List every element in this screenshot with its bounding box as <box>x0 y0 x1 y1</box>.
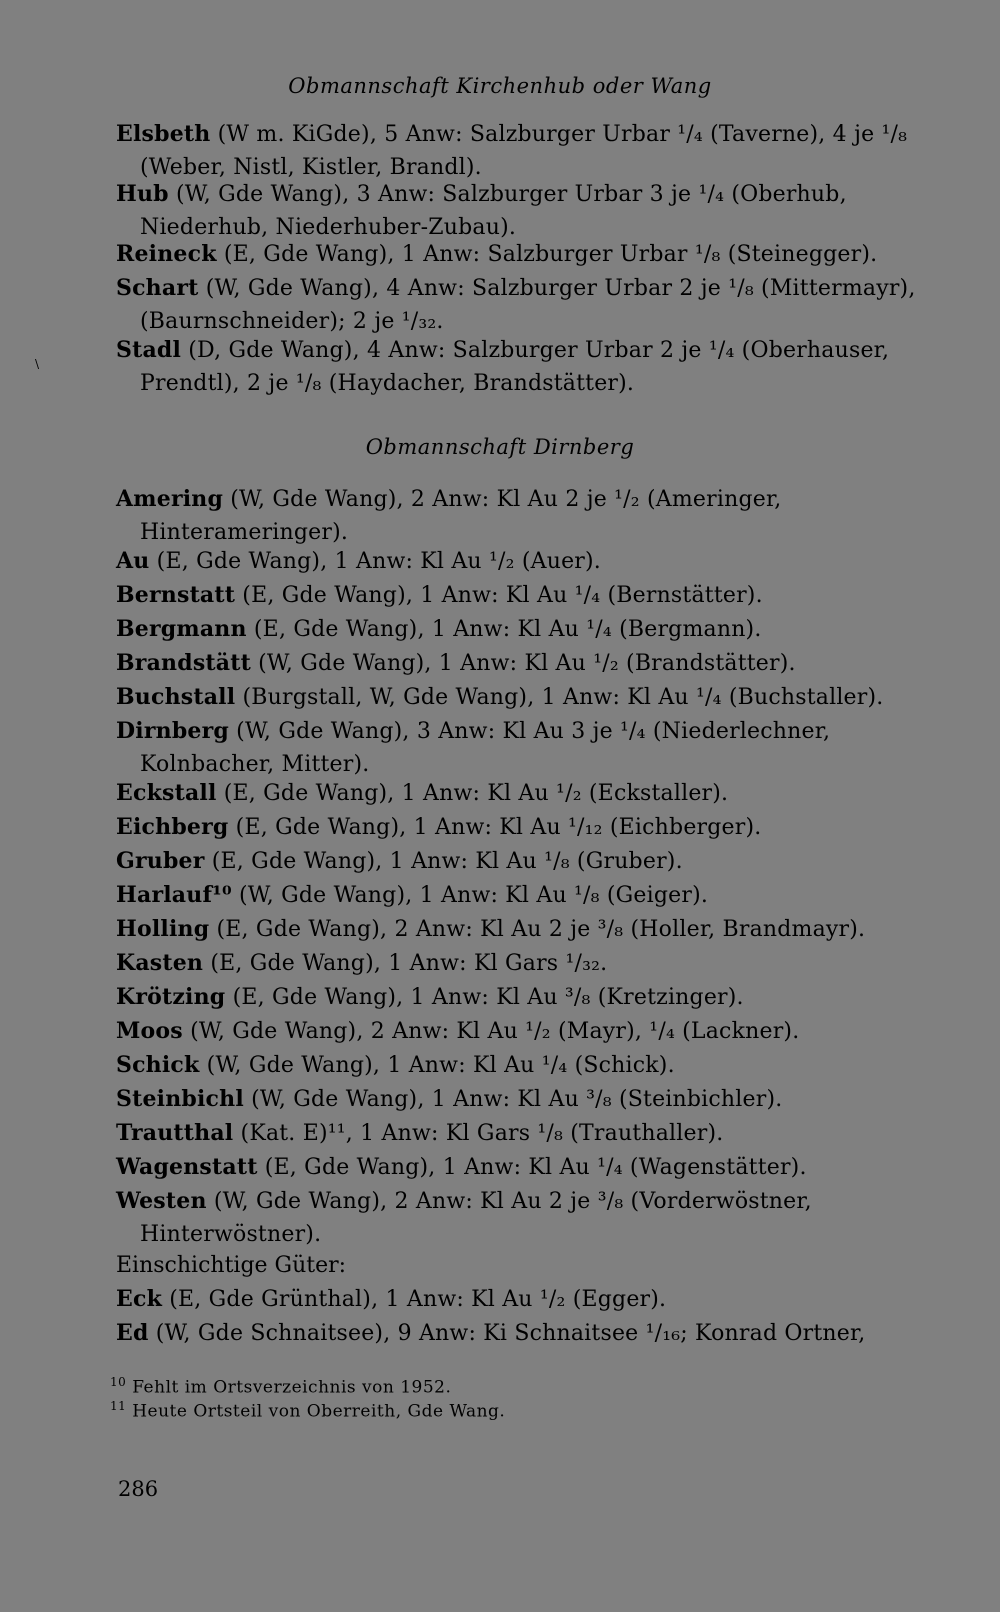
entry-name: Ed <box>116 1320 149 1346</box>
entry-name: Holling <box>116 916 210 942</box>
entry-text: (W, Gde Wang), 3 Anw: Kl Au 3 je ¹/₄ (Niederlechner, Kolnbacher, Mitter). <box>140 719 831 777</box>
entry-ed <box>116 1317 960 1350</box>
entry-wagenstatt <box>116 1151 960 1184</box>
entry-name: Dirnberg <box>116 718 229 744</box>
entry-harlauf <box>116 879 960 912</box>
entry-name: Eckstall <box>116 780 217 806</box>
entry-schart <box>116 272 960 338</box>
entry-text: (W, Gde Wang), 2 Anw: Kl Au ¹/₂ (Mayr), ¹/₄ (Lackner). <box>182 1019 800 1044</box>
margin-mark: \ <box>35 357 40 371</box>
section-heading-dirnberg: Obmannschaft Dirnberg <box>365 435 635 459</box>
entry-eckstall <box>116 777 960 810</box>
entry-eck <box>116 1283 960 1316</box>
section-heading-kirchenhub: Obmannschaft Kirchenhub oder Wang <box>288 74 712 98</box>
entry-hub <box>116 178 960 244</box>
entry-name: Schart <box>116 275 199 301</box>
entry-name: Eichberg <box>116 814 229 840</box>
entry-name: Brandstätt <box>116 650 251 676</box>
entry-schick <box>116 1049 960 1082</box>
footnote-11 <box>110 1394 505 1424</box>
entry-text: (E, Gde Grünthal), 1 Anw: Kl Au ¹/₂ (Egger). <box>162 1287 667 1312</box>
entry-name: Stadl <box>116 337 182 363</box>
entry-text: (W, Gde Schnaitsee), 9 Anw: Ki Schnaitsee ¹/₁₆; Konrad Ortner, <box>148 1321 866 1346</box>
entry-name: Eck <box>116 1286 163 1312</box>
entry-reineck <box>116 238 960 271</box>
entry-text: (W, Gde Wang), 2 Anw: Kl Au 2 je ¹/₂ (Ameringer, Hinterameringer). <box>140 487 782 545</box>
entry-text: (E, Gde Wang), 1 Anw: Kl Au ³/₈ (Kretzinger). <box>225 985 744 1010</box>
entry-text: (E, Gde Wang), 1 Anw: Kl Gars ¹/₃₂. <box>203 951 608 976</box>
entry-text: (W m. KiGde), 5 Anw: Salzburger Urbar ¹/₄ (Taverne), 4 je ¹/₈ (Weber, Nistl, Kistler, Brandl). <box>140 122 908 180</box>
entry-steinbichl <box>116 1083 960 1116</box>
entry-name: Krötzing <box>116 984 226 1010</box>
entry-stadl <box>116 334 960 400</box>
entry-trautthal <box>116 1117 960 1150</box>
entry-text: (E, Gde Wang), 1 Anw: Kl Au ¹/₁₂ (Eichberger). <box>228 815 762 840</box>
entry-name: Harlauf¹⁰ <box>116 882 232 908</box>
entry-text: (W, Gde Wang), 3 Anw: Salzburger Urbar 3 je ¹/₄ (Oberhub, Niederhub, Niederhuber-Zubau). <box>140 182 847 240</box>
entry-dirnberg <box>116 715 960 781</box>
entry-text: (W, Gde Wang), 1 Anw: Kl Au ¹/₂ (Brandstätter). <box>250 651 796 676</box>
entry-text: (W, Gde Wang), 4 Anw: Salzburger Urbar 2 je ¹/₈ (Mittermayr), (Baurnschneider); 2 je ¹/₃₂. <box>140 276 916 334</box>
entry-text: (E, Gde Wang), 1 Anw: Kl Au ¹/₄ (Bergmann). <box>246 617 762 642</box>
footnote-text: Fehlt im Ortsverzeichnis von 1952. <box>132 1377 452 1398</box>
entry-holling <box>116 913 960 946</box>
entry-text: (Kat. E)¹¹, 1 Anw: Kl Gars ¹/₈ (Trauthaller). <box>233 1121 724 1146</box>
entry-text: (D, Gde Wang), 4 Anw: Salzburger Urbar 2 je ¹/₄ (Oberhauser, Prendtl), 2 je ¹/₈ (Haydacher, Brandstätter). <box>140 338 890 396</box>
entry-name: Reineck <box>116 241 217 267</box>
entry-name: Schick <box>116 1052 200 1078</box>
entry-text: (E, Gde Wang), 2 Anw: Kl Au 2 je ³/₈ (Holler, Brandmayr). <box>209 917 866 942</box>
entry-name: Gruber <box>116 848 205 874</box>
entry-name: Trautthal <box>116 1120 234 1146</box>
entry-text: (Burgstall, W, Gde Wang), 1 Anw: Kl Au ¹/₄ (Buchstaller). <box>235 685 884 710</box>
entry-kasten <box>116 947 960 980</box>
entry-name: Amering <box>116 486 224 512</box>
entry-bergmann <box>116 613 960 646</box>
entry-gruber <box>116 845 960 878</box>
entry-text: (E, Gde Wang), 1 Anw: Kl Au ¹/₂ (Auer). <box>149 549 601 574</box>
entry-name: Kasten <box>116 950 204 976</box>
entry-kroetzing <box>116 981 960 1014</box>
footnote-mark: 11 <box>110 1399 127 1413</box>
entry-au <box>116 545 960 578</box>
footnote-mark: 10 <box>110 1375 127 1389</box>
entry-amering <box>116 483 960 549</box>
footnote-text: Heute Ortsteil von Oberreith, Gde Wang. <box>132 1401 506 1422</box>
entry-name: Bernstatt <box>116 582 236 608</box>
entry-name: Elsbeth <box>116 121 211 147</box>
page-number: 286 <box>118 1477 159 1501</box>
entry-buchstall <box>116 681 960 714</box>
entry-name: Westen <box>116 1188 207 1214</box>
entry-name: Wagenstatt <box>116 1154 258 1180</box>
entry-name: Steinbichl <box>116 1086 244 1112</box>
entry-name: Au <box>116 548 150 574</box>
entry-eichberg <box>116 811 960 844</box>
entry-text: (E, Gde Wang), 1 Anw: Kl Au ¹/₂ (Eckstaller). <box>216 781 729 806</box>
entry-text: (W, Gde Wang), 1 Anw: Kl Au ¹/₄ (Schick). <box>199 1053 675 1078</box>
entry-text: (E, Gde Wang), 1 Anw: Kl Au ¹/₄ (Wagenstätter). <box>257 1155 807 1180</box>
entry-bernstatt <box>116 579 960 612</box>
entry-name: Moos <box>116 1018 183 1044</box>
entry-name: Hub <box>116 181 169 207</box>
entry-text: (E, Gde Wang), 1 Anw: Salzburger Urbar ¹/₈ (Steinegger). <box>216 242 878 267</box>
entry-elsbeth <box>116 118 960 184</box>
entry-brandstaett <box>116 647 960 680</box>
entry-name: Bergmann <box>116 616 247 642</box>
entry-text: (E, Gde Wang), 1 Anw: Kl Au ¹/₄ (Bernstätter). <box>235 583 763 608</box>
entry-text: (E, Gde Wang), 1 Anw: Kl Au ¹/₈ (Gruber). <box>204 849 683 874</box>
entry-text: (W, Gde Wang), 2 Anw: Kl Au 2 je ³/₈ (Vorderwöstner, Hinterwöstner). <box>140 1189 812 1247</box>
entry-text: (W, Gde Wang), 1 Anw: Kl Au ³/₈ (Steinbichler). <box>243 1087 783 1112</box>
entry-westen <box>116 1185 960 1251</box>
entry-text: (W, Gde Wang), 1 Anw: Kl Au ¹/₈ (Geiger). <box>231 883 709 908</box>
entry-name: Buchstall <box>116 684 236 710</box>
subheading-einschichtige: Einschichtige Güter: <box>116 1253 347 1278</box>
entry-moos <box>116 1015 960 1048</box>
